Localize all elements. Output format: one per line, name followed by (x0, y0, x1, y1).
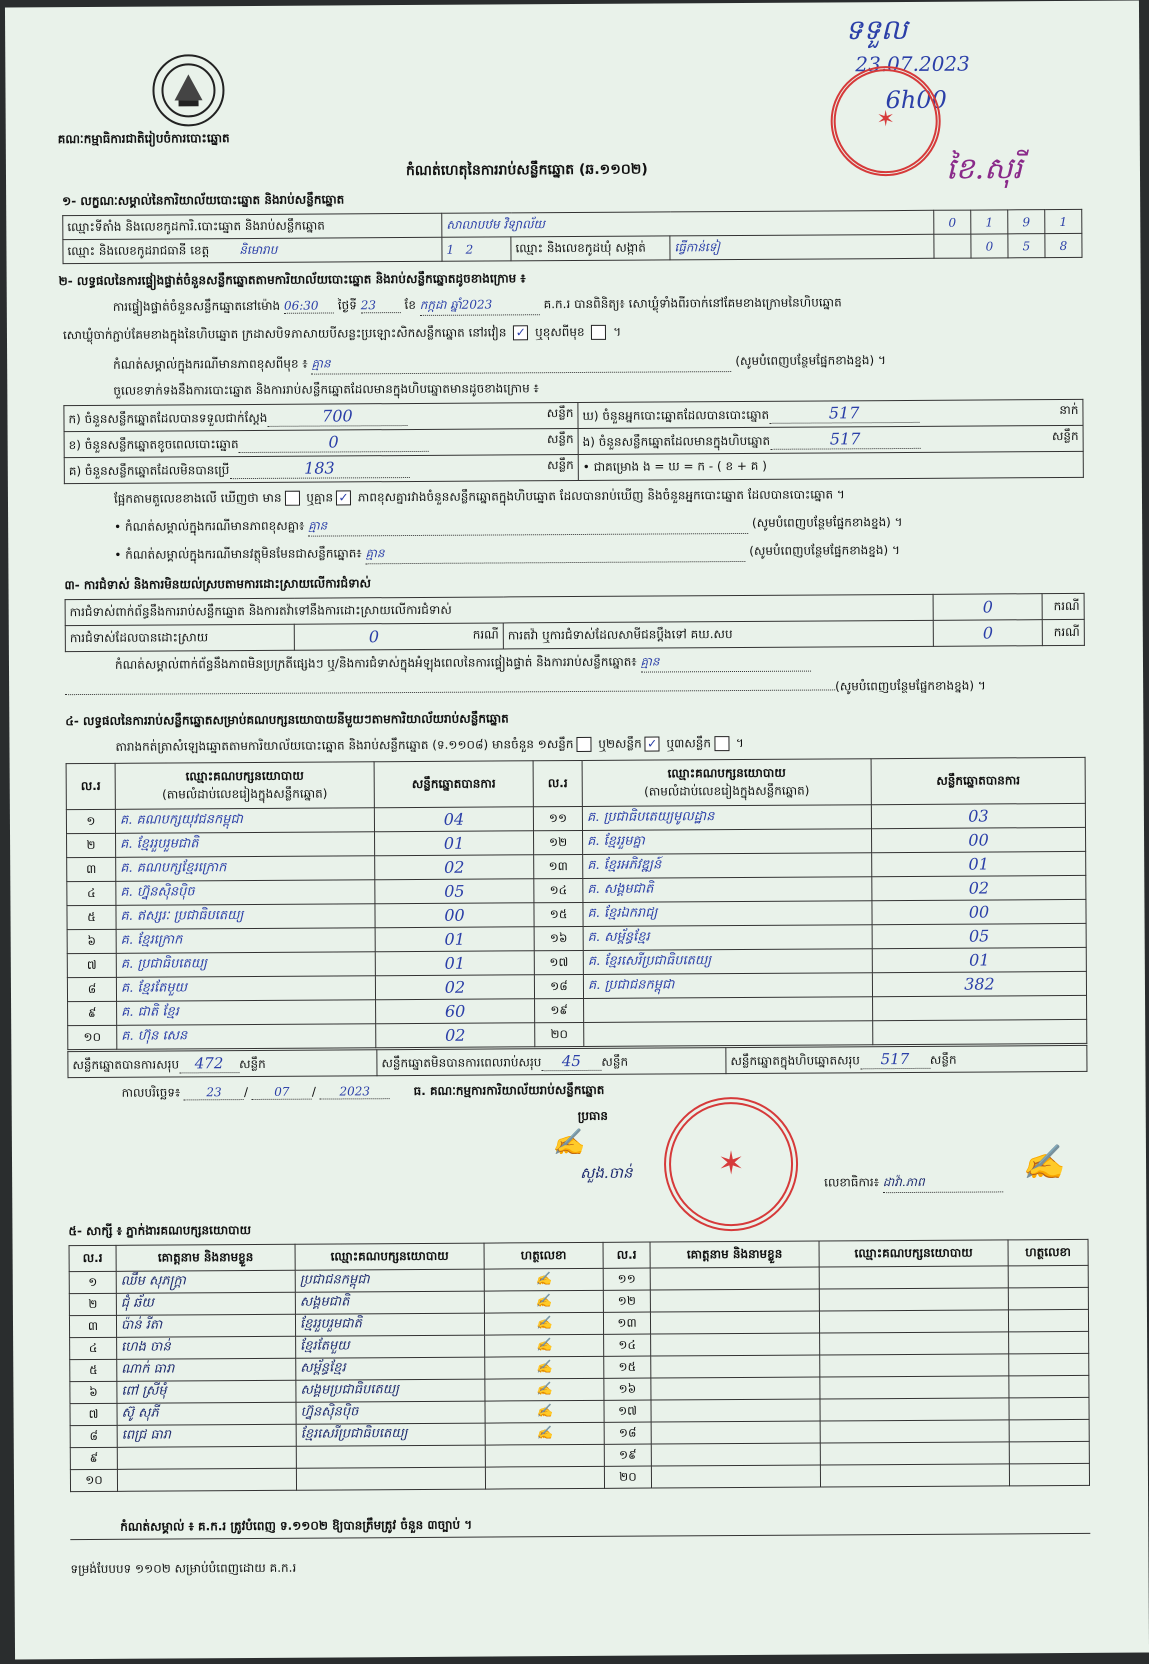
result-votes: 00 (872, 899, 1086, 924)
total-invalid: សន្លឹកឆ្នោតមិនបានការពេលរាប់សរុប 45 សន្លឹក (377, 1048, 726, 1076)
objection-resolved-cell: 0 ករណី (294, 623, 503, 650)
witness-party (820, 1442, 1009, 1465)
count-row-d: ឃ) ចំនួនអ្នកបោះឆ្នោតដែលបានបោះឆ្នោត 517 នាក់ (578, 399, 1083, 428)
witness-name: ឈឹម សុភក្ត្រា (116, 1270, 295, 1293)
result-party: គ. ហ្វ៊ុនស៊ិនប៉ិច (116, 880, 375, 906)
witness-name (650, 1267, 819, 1290)
s1-code-3: 9 (1008, 210, 1045, 234)
result-no: ១៨ (534, 974, 583, 998)
result-votes: 00 (375, 903, 534, 928)
bullet2-value: គ្មាន (365, 543, 745, 564)
section2-heading: ២- លទ្ធផលនៃការផ្ទៀងផ្ទាត់ចំនួនសន្លឹកឆ្នោតតាមការិយាល័យបោះឆ្នោត និងរាប់សន្លឹកឆ្នោតដូចខាងក្រោម ៖ (58, 271, 526, 289)
s1-code-1: 0 (934, 210, 971, 234)
result-votes (873, 995, 1087, 1020)
witness-name (651, 1421, 820, 1444)
witness-party: ប្រជាជនកម្ពុជា (295, 1269, 484, 1292)
witness-name (651, 1355, 820, 1378)
result-party: គ. ខ្មែរឯករាជ្យ (583, 901, 872, 927)
witness-party (820, 1398, 1009, 1421)
witness-signature (1009, 1419, 1089, 1441)
footer-note: កំណត់សម្គាល់ ៖ គ.ក.រ ត្រូវបំពេញ ទ.១១០២ ឱ្យបានត្រឹមត្រូវ ចំនួន ៣ច្បាប់ ។ (120, 1517, 473, 1534)
objection-appeal-unit: ករណី (1042, 619, 1084, 645)
result-no: ៣ (67, 857, 116, 881)
witness-party (820, 1376, 1009, 1399)
col-no: ល.រ (66, 763, 115, 809)
col-party: ឈ្មោះគណបក្សនយោបាយ (តាមលំដាប់លេខរៀងក្នុងសន្លឹកឆ្នោត) (115, 762, 374, 810)
result-no: ១៦ (534, 926, 583, 950)
received-date: 23.07.2023 (855, 51, 970, 77)
result-party (584, 1021, 873, 1047)
result-no: ១១ (533, 806, 582, 830)
witness-party (819, 1288, 1008, 1311)
witness-table (69, 1239, 1090, 1492)
witness-name (650, 1311, 819, 1334)
result-party: គ. ខ្មែរក្រោក (116, 928, 375, 954)
count-formula: • ជាគម្រោង ង = ឃ = ក - ( ខ + គ ) (578, 451, 1083, 480)
col-votes: សន្លឹកឆ្នោតបានការ (374, 761, 533, 808)
s1-row1-label: ឈ្មោះទីតាំង និងលេខកូដការិ.បោះឆ្នោត និងរាប់សន្លឹកឆ្នោត (63, 213, 442, 239)
result-party: គ. សង្គមជាតិ (583, 877, 872, 903)
result-no: ១០ (68, 1025, 117, 1049)
s3-note-line2: (សូមបំពេញបន្ថែមផ្នែកខាងខ្នង) ។ (65, 678, 986, 702)
result-no: ៩ (68, 1001, 117, 1025)
witness-signature: ✍ (485, 1422, 604, 1445)
witness-signature: ✍ (484, 1268, 603, 1291)
result-votes: 03 (871, 803, 1085, 828)
sheet-3-checkbox (714, 736, 729, 751)
check-time: 06:30 (284, 298, 334, 313)
witness-signature (1009, 1441, 1089, 1463)
col-votes-2: សន្លឹកឆ្នោតបានការ (871, 757, 1085, 804)
witness-signature (1009, 1353, 1089, 1375)
result-party: គ. ប្រជាធិបតេយ្យ (116, 952, 375, 978)
w-col-sig: ហត្ថលេខា (484, 1242, 603, 1269)
w-col-no-2: ល.រ (603, 1242, 650, 1268)
nec-emblem (152, 54, 224, 126)
witness-signature (485, 1444, 604, 1467)
objection-row1-unit: ករណី (1042, 593, 1084, 619)
witness-party: ខ្មែររួបរួមជាតិ (295, 1313, 484, 1336)
result-no: ៥ (67, 905, 116, 929)
result-votes: 01 (375, 831, 534, 856)
province-code: 1 2 (442, 237, 511, 261)
section1-table (62, 209, 1082, 264)
result-party: គ. គណបក្សខ្មែរក្រោក (116, 856, 375, 882)
result-party: គ. ប្រជាជនកម្ពុជា (583, 973, 872, 999)
result-no: ១ (66, 809, 115, 833)
chair-name: សួង.ចាន់ (580, 1163, 633, 1182)
count-row-e: ង) ចំនួនសន្លឹកឆ្នោតដែលមានក្នុងហិបឆ្នោត 517 សន្លឹក (578, 425, 1083, 454)
count-row-b: ខ) ចំនួនសន្លឹកឆ្នោតខូចពេលបោះឆ្នោត 0 សន្លឹក (64, 428, 578, 457)
result-votes: 60 (376, 999, 535, 1024)
witness-name (117, 1446, 296, 1469)
received-label: ទទួល (845, 12, 908, 47)
objection-appeal-value: 0 (933, 620, 1042, 647)
result-no: ១២ (534, 830, 583, 854)
s2-bullet1: • កំណត់សម្គាល់ក្នុងករណីមានភាពខុសគ្នា៖ គ្មាន (សូមបំពេញបន្ថែមផ្នែកខាងខ្នង) ។ (114, 514, 903, 538)
result-no: ១៣ (534, 854, 583, 878)
s1-commune-value: ធ្វើកាន់ទៀ (670, 234, 934, 260)
witness-no: ៥ (70, 1359, 117, 1381)
objection-table (65, 593, 1085, 652)
witness-name (651, 1333, 820, 1356)
s1-blank (934, 234, 971, 258)
signature-name: ខៃ.សុរី (945, 151, 1023, 187)
result-votes: 02 (375, 975, 534, 1000)
totals-table (67, 1045, 1087, 1078)
witness-signature: ✍ (484, 1312, 603, 1335)
result-party: គ. ខ្មែររួមគ្នា (583, 829, 872, 855)
s2-count-intro: ចួលេខទាក់ទងនឹងការបោះឆ្នោត និងការរាប់សន្លឹកឆ្នោតដែលមានក្នុងហិបឆ្នោតមានដូចខាងក្រោម ៖ (113, 381, 539, 398)
witness-signature (1008, 1309, 1088, 1331)
witness-party: ហ្វ៊ុនស៊ិនប៉ិច (296, 1401, 485, 1424)
results-table (66, 757, 1088, 1050)
result-no: ៧ (67, 953, 116, 977)
w-col-name: គោត្តនាម និងនាមខ្លួន (116, 1244, 295, 1271)
result-no: ៤ (67, 881, 116, 905)
s2-line2: សោឃ្លុំចាក់ភ្ជាប់គែមខាងក្នុងនៃហិបឆ្នោត ក្រដាសបិទភាសាយបីសន្លះប្រឡោះសិកសន្លឹកឆ្នោត នៅរវៀន ✓ ឬខុសពីមុខ ។ (62, 324, 622, 343)
witness-name (651, 1443, 820, 1466)
witness-name (651, 1465, 820, 1488)
witness-name: ជុំ ឆ័យ (116, 1292, 295, 1315)
witness-party (820, 1354, 1009, 1377)
witness-name (651, 1377, 820, 1400)
chair-signature: ✍ (551, 1127, 585, 1159)
result-party: គ. ហ៊ុន សេន (117, 1024, 376, 1050)
sheet-1-checkbox (576, 737, 591, 752)
witness-no: ៦ (70, 1381, 117, 1403)
result-votes: 05 (872, 923, 1086, 948)
s3-note-value: គ្មាន (640, 653, 810, 673)
commune-code-1: 0 (971, 234, 1008, 258)
result-votes: 02 (872, 875, 1086, 900)
witness-party (819, 1310, 1008, 1333)
witness-no: ១០ (70, 1469, 117, 1491)
witness-signature (1009, 1397, 1089, 1419)
section3-heading: ៣- ការជំទាស់ និងការមិនយល់ស្របតាមការដោះស្រាយលើការជំទាស់ (64, 576, 371, 593)
province-value: និមោរាប (239, 242, 278, 257)
form-note: ទម្រង់បែបបទ ១១០២ សម្រាប់បំពេញដោយ គ.ក.រ (70, 1560, 297, 1577)
witness-party (296, 1467, 485, 1490)
check-month-year: កក្កដា ឆ្នាំ2023 (420, 296, 540, 316)
witness-no: ៧ (70, 1403, 117, 1425)
witness-party (296, 1445, 485, 1468)
witness-name: ពៅ ស្រីមុំ (117, 1380, 296, 1403)
w-col-sig-2: ហត្ថលេខា (1008, 1239, 1088, 1265)
result-party: គ. ខ្មែរតែមួយ (116, 976, 375, 1002)
witness-party (820, 1420, 1009, 1443)
witness-no: ២០ (604, 1466, 651, 1488)
seal-wrong-checkbox (591, 325, 606, 340)
result-party: គ. ឥស្សរៈ ប្រជាធិបតេយ្យ (116, 904, 375, 930)
s2-line1: ការផ្ទៀងផ្ទាត់ចំនួនសន្លឹកឆ្នោតនៅម៉ោង 06:30 ថ្ងៃទី 23 ខែ កក្កដា ឆ្នាំ2023 គ.ក.រ បានពិនិត្យ៖ សោឃ្លុំទាំងពីរចាក់នៅគែមខាងក្រោមនៃហិបឆ្នោត (113, 294, 842, 317)
witness-signature (1009, 1331, 1089, 1353)
received-time: 6h00 (885, 85, 947, 115)
col-party-2: ឈ្មោះគណបក្សនយោបាយ (តាមលំដាប់លេខរៀងក្នុងសន្លឹកឆ្នោត) (582, 759, 871, 807)
witness-no: ៩ (70, 1447, 117, 1469)
date-day: 23 (184, 1085, 244, 1100)
section4-heading: ៤- លទ្ធផលនៃការរាប់សន្លឹកឆ្នោតសម្រាប់គណបក្សនយោបាយនីមួយៗតាមការិយាល័យរាប់សន្លឹកឆ្នោត (65, 711, 509, 729)
result-no: ៦ (67, 929, 116, 953)
objection-row1-label: ការជំទាស់ពាក់ព័ន្ធនឹងការរាប់សន្លឹកឆ្នោត និងការតវ៉ាទៅនឹងការដោះស្រាយលើការជំទាស់ (65, 594, 933, 625)
witness-party: ខ្មែរសេរីប្រជាធិបតេយ្យ (296, 1423, 485, 1446)
objection-resolved-label: ការជំទាស់ដែលបានដោះស្រាយ (65, 624, 294, 651)
witness-signature: ✍ (485, 1378, 604, 1401)
total-valid: សន្លឹកឆ្នោតបានការសរុប 472 សន្លឹក (68, 1050, 377, 1078)
witness-signature: ✍ (485, 1334, 604, 1357)
witness-no: ១៨ (604, 1422, 651, 1444)
witness-party (819, 1266, 1008, 1289)
witness-signature (1009, 1375, 1089, 1397)
witness-name: ហេង ចាន់ (117, 1336, 296, 1359)
s1-code-4: 1 (1045, 209, 1082, 233)
witness-signature: ✍ (484, 1290, 603, 1313)
witness-name (650, 1289, 819, 1312)
witness-party: សង្គមជាតិ (295, 1291, 484, 1314)
official-stamp-top: ✶ (830, 66, 941, 177)
col-no-2: ល.រ (533, 760, 582, 806)
witness-no: ១២ (603, 1290, 650, 1312)
witness-no: ៨ (70, 1425, 117, 1447)
witness-party (820, 1464, 1009, 1487)
witness-no: ១៧ (604, 1400, 651, 1422)
result-no: ១៥ (534, 902, 583, 926)
witness-no: ៣ (69, 1315, 116, 1337)
witness-party: សម្ព័ន្ធខ្មែរ (296, 1357, 485, 1380)
s3-note: កំណត់សម្គាល់ពាក់ព័ន្ធនឹងភាពមិនប្រក្រតីផ្សេងៗ ឬ/និងការជំទាស់ក្នុងអំឡុងពេលនៃការផ្ទៀងផ្ទាត់ និងការរាប់សន្លឹកឆ្នោត៖ គ្មាន (115, 653, 811, 676)
secretary-line: លេខាធិការ៖ ដាវ៉ា.ភាព (824, 1173, 1003, 1193)
w-col-no: ល.រ (69, 1245, 116, 1271)
witness-no: ១៩ (604, 1444, 651, 1466)
witness-name (117, 1468, 296, 1491)
s1-row1-value: សាលាបឋម វិទ្យាល័យ (442, 210, 934, 237)
w-col-party-2: ឈ្មោះគណបក្សនយោបាយ (819, 1240, 1008, 1267)
result-party: គ. គណបក្សយុវជនកម្ពុជា (115, 808, 374, 834)
s4-intro: តារាងកត់ត្រាសំឡេងឆ្នោតតាមការិយាល័យបោះឆ្នោត និងរាប់សន្លឹកឆ្នោត (ទ.១១០៨) មានចំនួន ១សន្លឹក ឬ២សន្លឹក ✓ ឬ៣សន្លឹក ។ (115, 735, 744, 754)
commune-code-3: 8 (1045, 233, 1082, 257)
result-votes: 382 (872, 971, 1086, 996)
witness-name: ស៊ូ សុភី (117, 1402, 296, 1425)
s1-code-2: 1 (971, 210, 1008, 234)
check-day: 23 (361, 298, 401, 313)
witness-no: ១ (69, 1271, 116, 1293)
count-table (63, 399, 1083, 484)
form-title: កំណត់ហេតុនៃការរាប់សន្លឹកឆ្នោត (ឆ.១១០២) (405, 161, 648, 180)
result-party (584, 997, 873, 1023)
witness-name (651, 1399, 820, 1422)
witness-no: ១១ (603, 1268, 650, 1290)
result-votes: 01 (375, 927, 534, 952)
witness-name: ប៉ាន់ រីតា (116, 1314, 295, 1337)
result-party: គ. ខ្មែរសេរីប្រជាធិបតេយ្យ (583, 949, 872, 975)
s1-commune-label: ឈ្មោះ និងលេខកូដឃុំ សង្កាត់ (511, 236, 670, 261)
s2-note1: កំណត់សម្គាល់ក្នុងករណីមានភាពខុសពីមុខ ៖ គ្មាន (សូមបំពេញបន្ថែមផ្នែកខាងខ្នង) ។ (113, 352, 886, 376)
result-votes: 02 (375, 855, 534, 880)
org-name: គណៈកម្មាធិការជាតិរៀបចំការបោះឆ្នោត (57, 131, 230, 147)
witness-signature (1009, 1463, 1089, 1485)
objection-row1-value: 0 (933, 594, 1042, 621)
diff-yes-checkbox (285, 491, 300, 506)
result-party: គ. សម្ព័ន្ធខ្មែរ (583, 925, 872, 951)
result-votes: 01 (872, 947, 1086, 972)
result-votes: 02 (376, 1023, 535, 1048)
witness-no: ១៣ (603, 1312, 650, 1334)
result-votes: 00 (871, 827, 1085, 852)
count-row-c: គ) ចំនួនសន្លឹកឆ្នោតដែលមិនបានប្រើ 183 សន្លឹក (64, 454, 578, 483)
witness-name: ណាក់ ធារា (117, 1358, 296, 1381)
commune-code-2: 5 (1008, 234, 1045, 258)
secretary-name: ដាវ៉ា.ភាព (883, 1173, 1003, 1193)
sheet-2-checkbox: ✓ (645, 736, 660, 751)
result-votes: 05 (375, 879, 534, 904)
witness-no: ១៦ (604, 1378, 651, 1400)
committee-stamp: ✶ (664, 1097, 799, 1232)
result-party: គ. ខ្មែរអភិវឌ្ឍន៍ (583, 853, 872, 879)
result-votes: 04 (374, 807, 533, 832)
witness-signature: ✍ (485, 1356, 604, 1379)
chair-label: ប្រធាន (577, 1108, 609, 1124)
s2-bullet2: • កំណត់សម្គាល់ក្នុងករណីមានវត្ថុមិនមែនជាសន្លឹកឆ្នោត៖ គ្មាន (សូមបំពេញបន្ថែមផ្នែកខាងខ្នង) ។ (114, 542, 900, 566)
diff-no-checkbox: ✓ (336, 490, 351, 505)
result-no: ១៧ (534, 950, 583, 974)
witness-name: ពេជ្រ ធារា (117, 1424, 296, 1447)
section1-heading: ១- លក្ខណៈសម្គាល់នៃការិយាល័យបោះឆ្នោត និងរាប់សន្លឹកឆ្នោត (62, 192, 345, 209)
witness-no: ៤ (70, 1337, 117, 1359)
result-party: គ. ខ្មែររួបរួមជាតិ (116, 832, 375, 858)
witness-signature: ✍ (485, 1400, 604, 1423)
s2-diff-line: ផ្អែកតាមតួលេខខាងលើ ឃើញថា មាន ឬគ្មាន ✓ ភាពខុសគ្នារវាងចំនួនសន្លឹកឆ្នោតក្នុងហិបឆ្នោត ដែលបានរាប់ឃើញ និងចំនួនអ្នកបោះឆ្នោត ដែលបានបោះឆ្នោត ។ (113, 487, 845, 506)
result-votes (873, 1019, 1087, 1044)
count-row-a: ក) ចំនួនសន្លឹកឆ្នោតដែលបានទទួលជាក់ស្តែង 700 សន្លឹក (64, 402, 578, 431)
result-no: ៨ (67, 977, 116, 1001)
result-votes: 01 (872, 851, 1086, 876)
witness-party: ខ្មែរតែមួយ (296, 1335, 485, 1358)
objection-appeal-label: ការតវ៉ា ឬការជំទាស់ដែលសាមីជនប្តឹងទៅ គឃ.សប (503, 620, 933, 649)
secretary-signature: ✍ (1021, 1143, 1065, 1184)
witness-signature (1008, 1287, 1088, 1309)
result-no: ២០ (535, 1022, 584, 1046)
witness-party: សង្គមប្រជាធិបតេយ្យ (296, 1379, 485, 1402)
witness-no: ១៥ (604, 1356, 651, 1378)
result-no: ១៩ (535, 998, 584, 1022)
witness-signature (1008, 1265, 1088, 1287)
note1-value: គ្មាន (311, 353, 731, 375)
total-box: សន្លឹកឆ្នោតក្នុងហិបឆ្នោតសរុប 517 សន្លឹក (726, 1045, 1087, 1073)
witness-party (820, 1332, 1009, 1355)
seal-ok-checkbox: ✓ (513, 325, 528, 340)
w-col-name-2: គោត្តនាម និងនាមខ្លួន (650, 1241, 819, 1268)
result-party: គ. ជាតិ ខ្មែរ (117, 1000, 376, 1026)
date-year: 2023 (320, 1084, 390, 1099)
result-no: ២ (67, 833, 116, 857)
section5-heading: ៥- សាក្សី ៖ ភ្នាក់ងារគណបក្សនយោបាយ (68, 1222, 252, 1239)
s1-row2-label: ឈ្មោះ និងលេខកូដរាជធានី ខេត្ត និមោរាប (63, 237, 442, 263)
witness-signature (485, 1466, 604, 1489)
w-col-party: ឈ្មោះគណបក្សនយោបាយ (295, 1243, 484, 1270)
form-sheet (5, 1, 1149, 1660)
date-month: 07 (252, 1085, 312, 1100)
witness-no: ១៤ (604, 1334, 651, 1356)
result-votes: 01 (375, 951, 534, 976)
result-party: គ. ប្រជាធិបតេយ្យមូលដ្ឋាន (582, 805, 871, 831)
witness-no: ២ (69, 1293, 116, 1315)
bullet1-value: គ្មាន (308, 515, 748, 537)
result-no: ១៤ (534, 878, 583, 902)
s4-date-line: កាលបរិច្ឆេទ៖ 23 / 07 / 2023 ធ. គណៈកម្មការការិយាល័យរាប់សន្លឹកឆ្នោត (121, 1082, 605, 1100)
